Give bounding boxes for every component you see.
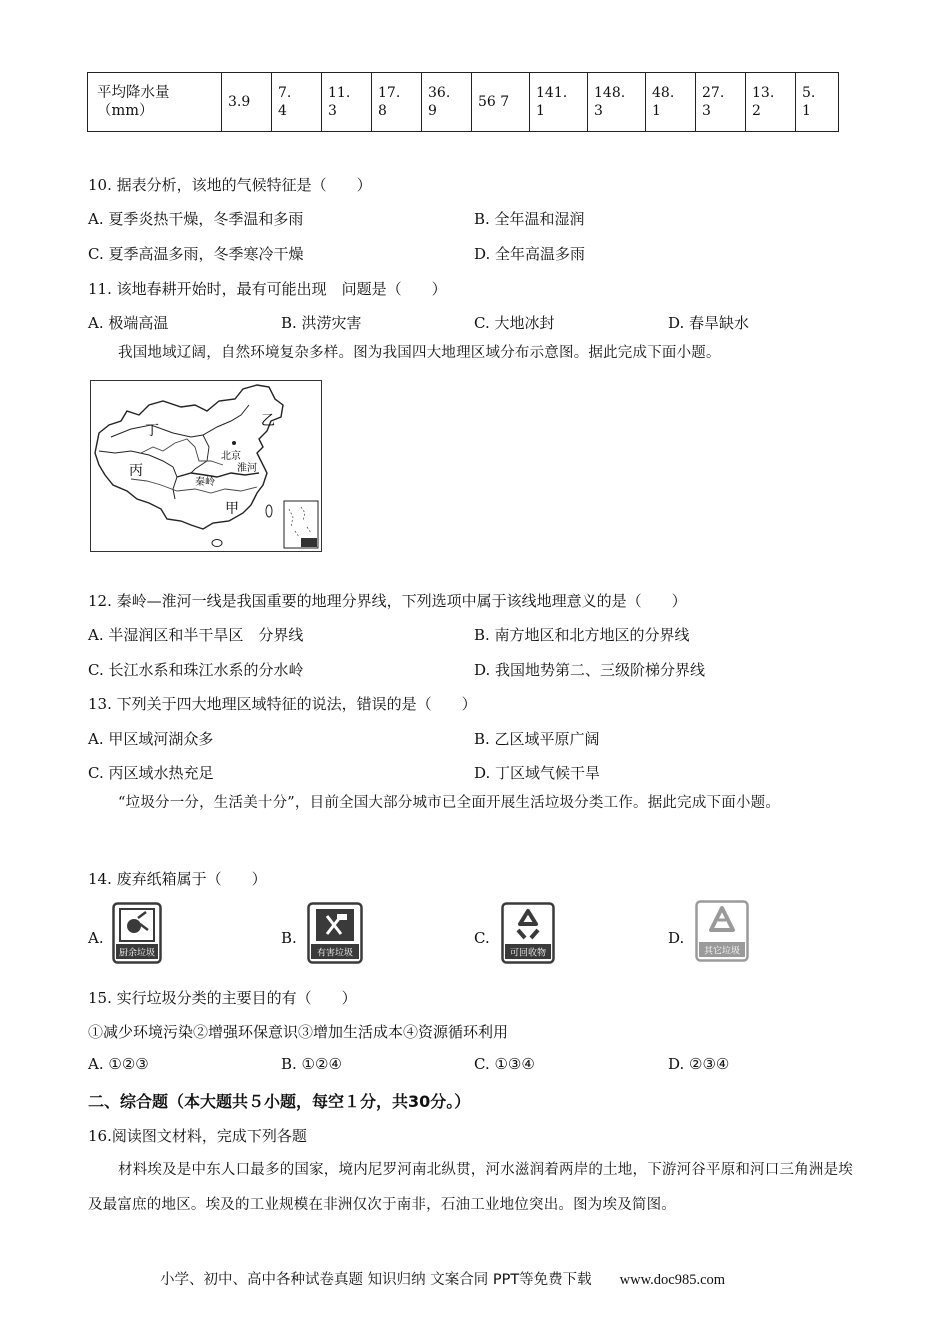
q11-option-c[interactable]: C. 大地冰封	[474, 314, 555, 332]
table-cell: 5. 1	[796, 73, 839, 132]
question-13-stem: 13. 下列关于四大地理区域特征的说法，错误的是（ ）	[88, 695, 477, 713]
taiwan-island	[266, 505, 272, 517]
table-cell: 11. 3	[322, 73, 372, 132]
footer-text: 小学、初中、高中各种试卷真题 知识归纳 文案合同 PPT等免费下载	[160, 1272, 592, 1288]
china-regions-map	[90, 380, 322, 552]
q15-option-a[interactable]: A. ①②③	[88, 1055, 149, 1073]
q16-material-paragraph: 材料埃及是中东人口最多的国家，境内尼罗河南北纵贯，河水滋润着两岸的土地，下游河谷平原和河口三角洲是埃及最富庶的地区。埃及的工业规模在非洲仅次于南非，石油工业地位突出。图为埃及简图。	[88, 1162, 853, 1213]
footer-link[interactable]: www.doc985.com	[619, 1272, 726, 1288]
page-footer	[160, 1268, 725, 1289]
row-label: 平均降水量（mm）	[88, 73, 222, 132]
q14-option-b[interactable]: B.	[281, 929, 297, 947]
section-heading: 二、综合题（本大题共５小题，每空１分，共30分。）	[88, 1092, 471, 1111]
q15-statements: ①减少环境污染②增强环保意识③增加生活成本④资源循环利用	[88, 1023, 509, 1041]
table-cell: 27. 3	[696, 73, 746, 132]
table-cell: 148. 3	[588, 73, 646, 132]
table-cell: 3.9	[222, 73, 272, 132]
hazardous-waste-bin-icon[interactable]	[307, 902, 357, 964]
bin-label-recyclable: 可回收物	[509, 948, 547, 959]
q15-option-c[interactable]: C. ①③④	[474, 1055, 535, 1073]
question-12-stem: 12. 秦岭—淮河一线是我国重要的地理分界线，下列选项中属于该线地理意义的是（ ）	[88, 592, 687, 610]
table-row	[88, 73, 839, 132]
question-10-stem: 10. 据表分析，该地的气候特征是（ ）	[88, 176, 372, 194]
region-boundary	[111, 405, 249, 437]
q12-option-b[interactable]: B. 南方地区和北方地区的分界线	[474, 626, 690, 644]
map-label-beijing: 北京	[221, 451, 241, 462]
other-waste-bin-icon[interactable]	[695, 900, 745, 962]
map-label-qinling: 秦岭	[195, 477, 215, 488]
bin-label-kitchen: 厨余垃圾	[118, 948, 156, 959]
map-label-yi: 乙	[261, 413, 275, 429]
q10-option-c[interactable]: C. 夏季高温多雨，冬季寒冷干燥	[88, 245, 304, 263]
q14-option-d[interactable]: D.	[668, 929, 685, 947]
q12-option-a[interactable]: A. 半湿润区和半干旱区 分界线	[88, 626, 304, 644]
kitchen-waste-bin-icon[interactable]	[112, 902, 162, 964]
question-15-stem: 15. 实行垃圾分类的主要目的有（ ）	[88, 989, 357, 1007]
yangtze-river	[131, 479, 257, 493]
bin-label-other: 其它垃圾	[703, 946, 741, 957]
table-cell: 56 7	[472, 73, 530, 132]
table-cell: 13. 2	[746, 73, 796, 132]
map-intro-paragraph: 我国地域辽阔，自然环境复杂多样。图为我国四大地理区域分布示意图。据此完成下面小题。	[118, 345, 721, 361]
q10-option-d[interactable]: D. 全年高温多雨	[474, 245, 586, 263]
map-label-bing: 丙	[129, 463, 143, 479]
bin-label-hazardous: 有害垃圾	[316, 948, 354, 959]
table-cell: 48. 1	[646, 73, 696, 132]
china-outline	[95, 385, 283, 529]
map-label-ding: 丁	[145, 423, 159, 439]
question-14-stem: 14. 废弃纸箱属于（ ）	[88, 870, 267, 888]
q12-option-c[interactable]: C. 长江水系和珠江水系的分水岭	[88, 661, 304, 679]
precipitation-table	[87, 72, 839, 132]
map-label-huaihe: 淮河	[237, 463, 257, 474]
beijing-marker	[232, 441, 236, 445]
q11-option-b[interactable]: B. 洪涝灾害	[281, 314, 362, 332]
q15-option-d[interactable]: D. ②③④	[668, 1055, 730, 1073]
q14-option-c[interactable]: C.	[474, 929, 490, 947]
hainan-island	[212, 540, 222, 547]
q12-option-d[interactable]: D. 我国地势第二、三级阶梯分界线	[474, 661, 706, 679]
recyclable-bin-icon[interactable]	[501, 902, 551, 964]
map-label-jia: 甲	[225, 501, 239, 517]
yellow-river	[141, 439, 223, 465]
table-cell: 17. 8	[372, 73, 422, 132]
garbage-intro-paragraph: “垃圾分一分，生活美十分”，目前全国大部分城市已全面开展生活垃圾分类工作。据此完成下面小题。	[118, 795, 781, 811]
map-svg	[91, 381, 321, 551]
q13-option-a[interactable]: A. 甲区域河湖众多	[88, 730, 214, 748]
table-cell: 7. 4	[272, 73, 322, 132]
region-boundary	[191, 435, 209, 473]
table-cell: 36. 9	[422, 73, 472, 132]
q13-option-b[interactable]: B. 乙区域平原广阔	[474, 730, 600, 748]
q11-option-a[interactable]: A. 极端高温	[88, 314, 169, 332]
table-cell: 141. 1	[530, 73, 588, 132]
q11-option-d[interactable]: D. 春旱缺水	[668, 314, 750, 332]
q14-option-a[interactable]: A.	[88, 929, 104, 947]
question-16-stem: 16.阅读图文材料，完成下列各题	[88, 1127, 307, 1145]
q13-option-d[interactable]: D. 丁区域气候干旱	[474, 764, 601, 782]
q10-option-a[interactable]: A. 夏季炎热干燥，冬季温和多雨	[88, 210, 304, 228]
q13-option-c[interactable]: C. 丙区域水热充足	[88, 764, 214, 782]
q15-option-b[interactable]: B. ①②④	[281, 1055, 342, 1073]
q10-option-b[interactable]: B. 全年温和湿润	[474, 210, 585, 228]
question-11-stem: 11. 该地春耕开始时，最有可能出现 问题是（ ）	[88, 280, 447, 298]
